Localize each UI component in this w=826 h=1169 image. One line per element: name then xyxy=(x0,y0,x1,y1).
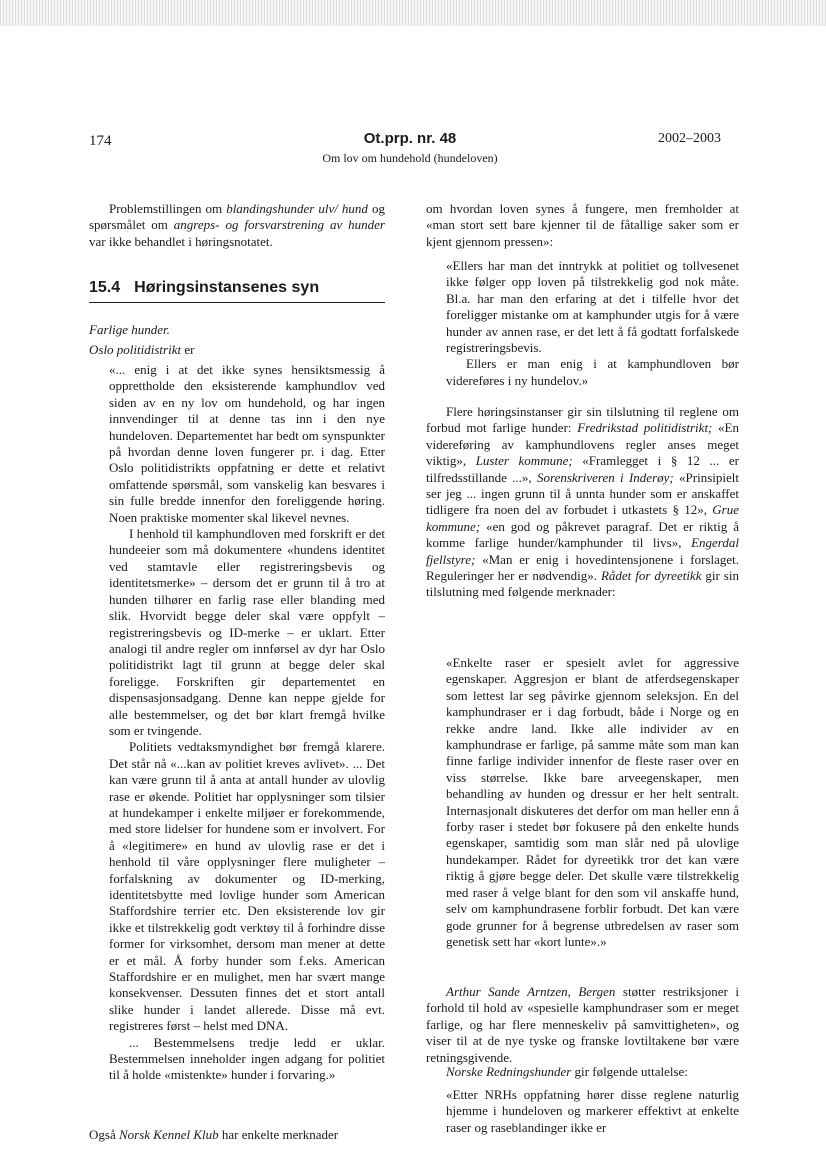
text-run: var ikke behandlet i høringsnotatet. xyxy=(89,233,273,249)
emphasis: blandingshunder ulv/ hund xyxy=(226,201,368,216)
emphasis: angreps- og forsvarstrening av hunder xyxy=(173,217,385,233)
text-run: støtter restriksjoner i forhold til hold av «spesielle kamphundraser som er meget farlige, og har flere menneskeliv på samvittigheten», og viser til at de nye tyske og franske lovtiltakene bør være retningsgivende. xyxy=(426,984,739,1065)
body-paragraph xyxy=(426,1064,739,1080)
organization-name: Rådet for dyreetikk xyxy=(600,568,702,584)
quote-paragraph: «... enig i at det ikke synes hensiktsmessig å opprettholde den eksisterende kamphundlov ved siden av en ny lov om hundehold, og har ingen innvendinger til at denne tas inn i den nye hundeloven. Departementet har bedt om synspunkter på hvordan denne loven fungerer pr. i dag. Etter Oslo politidistrikts oppfatning er dette et relativt omfattende spørsmål, som vanskelig kan besvares i sin fulle bredde innenfor den foreliggende høring. Noen praktiske momenter skal likevel nevnes. xyxy=(109,362,385,525)
organization-name: Luster kommune; xyxy=(475,453,573,469)
organization-name: Sorenskriveren i Inderøy; xyxy=(537,469,674,485)
text-run: har enkelte merknader xyxy=(218,1127,339,1142)
scan-edge-noise xyxy=(0,0,826,26)
source-name: Oslo politidistrikt xyxy=(89,342,182,357)
text-run: gir følgende uttalelse: xyxy=(571,1064,688,1079)
document-subtitle: Om lov om hundehold (hundeloven) xyxy=(322,151,498,165)
closing-paragraph xyxy=(89,1127,385,1143)
organization-name: Norsk Kennel Klub xyxy=(118,1127,219,1142)
intro-paragraph xyxy=(89,201,385,250)
organization-name: Grue kommune; xyxy=(426,502,739,534)
text-run: «Prinsipielt ser jeg ... ingen grunn til å unnta hunder som er anskaffet tidligere fra noen del av forbudet i utkastets § 12», xyxy=(426,469,739,518)
text-run: «Framlegget i § 12 ... er tilfredsstillande ...», xyxy=(426,453,739,485)
quote-oslo xyxy=(109,362,385,1084)
section-number: 15.4 xyxy=(89,279,121,296)
text-run: «Man er enig i hovedintensjonene i forslaget. Reguleringer her er nødvendig». xyxy=(426,551,739,584)
quote-redningshunder xyxy=(446,1087,739,1136)
quote-dyreetikk xyxy=(446,655,739,950)
text-run: og spørsmålet om xyxy=(89,201,386,233)
text-run: «en god og påkrevet paragraf. Det er riktig å komme farlige hunder/kamphunder til livs», xyxy=(426,518,739,551)
quote-paragraph: «Ellers har man det inntrykk at politiet og tollvesenet ikke følger opp loven på tilstrekkelig god nok måte. Bl.a. har man den erfaring at det i tilfelle hvor det foreligger mistanke om at kamphunder utgis for å være hunder av annen rase, er det lett å få godtatt forfalskede registreringsbevis. xyxy=(446,258,739,356)
page-number: 174 xyxy=(89,133,112,149)
organization-name: Engerdal fjellstyre; xyxy=(426,535,739,567)
text-run: «En videreføring av kamphundlovens regler anses meget viktig», xyxy=(426,420,740,469)
quote-paragraph: Politiets vedtaksmyndighet bør fremgå klarere. Det står nå «...kan av politiet kreves avlivet». ... Det kan være grunn til å anta at antall hunder av ulovlig rase er økende. Politiet har opplysninger som tilsier at hundekamper i enkelte miljøer er forekommende, med store lidelser for hundene som er involvert. For å «legitimere» en hund av ulovlig rase er det i henhold til våre opplysninger flere muligheter – forfalskning av dokumenter og ID-merking, identitetsbytte med lovlige hunder som American Staffordshire terrier etc. Den eksisterende lov gir ikke et tilstrekkelig godt verktøy til å forhindre disse former for virksomhet, dersom man mener at dette er et mål. Å forby hunder som f.eks. American Staffordshire er en mulighet, men har svært mange konsekvenser. Dessuten finnes det et stort antall slike hunder i landet allerede. Disse må evt. registreres først – helst med DNA. xyxy=(109,739,385,1034)
quote-paragraph: «Enkelte raser er spesielt avlet for aggressive egenskaper. Aggresjon er blant de atferdsegenskaper som lettest lar seg påvirke gjennom seleksjon. En del kamphundraser er i dag forbudt, både i Norge og en rekke andre land. Ikke alle individer av en kamphundrase er farlige, på samme måte som man kan finne farlige individer innenfor de fleste raser over en viss størrelse. Ikke bare arveegenskaper, men behandling av hunden og dressur er her helt sentralt. Internasjonalt diskuteres det derfor om man heller enn å forby raser i stedet bør fokusere på den enkelte hunds egenskaper, samtidig som man slår ned på ulovlige hundekamper. Rådet for dyreetikk tror det kan være riktig å gjøre begge deler. Det skulle være tilstrekkelig med raser å velge blant for den som vil anskaffe hund, selv om kamphundrasene forblir forbudt. Det kan være gode grunner for å begrense utbredelsen av raser som genetisk sett har «kort lunte».» xyxy=(446,655,739,949)
quote-paragraph: ... Bestemmelsens tredje ledd er uklar. Bestemmelsen inneholder ingen adgang for politiet til å holde «mistenkte» hunder i forvaring.» xyxy=(109,1034,385,1083)
document-year: 2002–2003 xyxy=(658,131,721,146)
text-run: gir sin tilslutning med følgende merknader: xyxy=(426,568,739,600)
document-title: Ot.prp. nr. 48 xyxy=(363,130,457,147)
text-run: Flere høringsinstanser gir sin tilslutning til reglene om forbud mot farlige hunder: xyxy=(426,404,739,436)
text-run: Også xyxy=(89,1127,119,1142)
organization-name: Norske Redningshunder xyxy=(446,1064,572,1079)
quote-paragraph: «Etter NRHs oppfatning hører disse reglene naturlig hjemme i hundeloven og markerer effektivt at enkelte raser og raseblandinger ikke er xyxy=(446,1087,739,1135)
quote-kennel-klub xyxy=(446,258,739,389)
organization-name: Fredrikstad politidistrikt; xyxy=(577,420,713,436)
body-paragraph: om hvordan loven synes å fungere, men fremholder at «man stort sett bare kjenner til de fåtallige saker som er kjent gjennom pressen»: xyxy=(426,201,739,249)
body-paragraph xyxy=(426,404,739,601)
body-paragraph xyxy=(426,984,739,1066)
section-heading xyxy=(89,280,385,303)
person-name: Arthur Sande Arntzen, Bergen xyxy=(446,984,616,999)
quote-paragraph: Ellers er man enig i at kamphundloven bør videreføres i ny hundelov.» xyxy=(446,356,739,388)
text-run: er xyxy=(181,342,195,357)
quote-paragraph: I henhold til kamphundloven med forskrift er det hundeeier som må dokumentere «hundens identitet ved stamtavle eller registreringsbevis og identitetsmerke» – dersom det er grunn til å tro at hunden tilhører en farlig rase eller blanding med slik. Hvorvidt begge deler skal være oppfylt – registreringsbevis og ID-merke – er uklart. Etter analogi til andre regler om innførsel av dyr har Oslo politidistrikt lagt til grunn at begge deler skal foreligge. Forskriften gir departementet en dispensasjonsadgang. Denne kan neppe gjelde for alle bestemmelser, og det bør klart fremgå hvilke som er tvingende. xyxy=(109,526,385,738)
subheading: Farlige hunder. xyxy=(89,322,170,337)
section-title: Høringsinstansenes syn xyxy=(134,279,320,296)
source-line xyxy=(89,342,385,358)
text-run: Problemstillingen om xyxy=(109,201,227,216)
